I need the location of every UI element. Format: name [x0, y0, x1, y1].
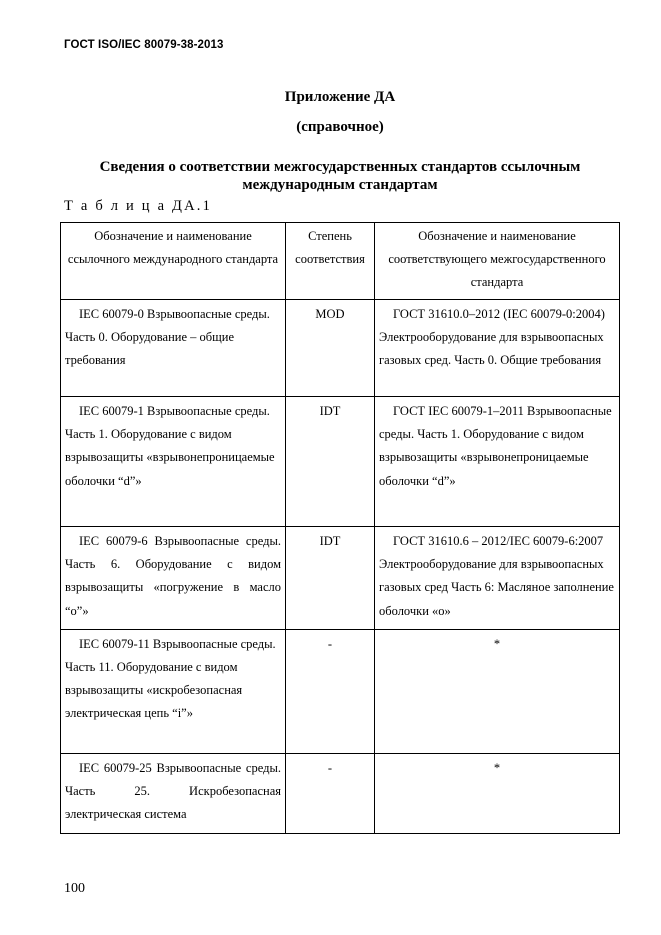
national-standard-cell: *: [375, 629, 620, 753]
national-standard-cell: ГОСТ IEC 60079-1–2011 Взрывоопасные среды. Часть 1. Оборудование с видом взрывозащиты «взрывонепроницаемые оболочки “d”»: [375, 397, 620, 527]
document-code-header: ГОСТ ISO/IEC 80079-38-2013: [64, 39, 224, 51]
reference-standard-cell: IEC 60079-6 Взрывоопасные среды. Часть 6. Оборудование с видом взрывозащиты «погружение в масло “о”»: [61, 527, 286, 630]
column-header-degree: Степень соответствия: [286, 223, 375, 300]
national-standard-cell: ГОСТ 31610.6 – 2012/IEC 60079-6:2007 Электрооборудование для взрывоопасных газовых сред Часть 6: Масляное заполнение оболочки «о»: [375, 527, 620, 630]
table-row: [61, 629, 620, 753]
table-row: [61, 397, 620, 527]
section-title: Сведения о соответствии межгосударственных стандартов ссылочным международным стандартам: [99, 159, 581, 193]
national-standard-cell: ГОСТ 31610.0–2012 (IEC 60079-0:2004) Электрооборудование для взрывоопасных газовых сред. Часть 0. Общие требования: [375, 300, 620, 397]
degree-cell: -: [286, 629, 375, 753]
reference-standard-cell: IEC 60079-1 Взрывоопасные среды. Часть 1. Оборудование с видом взрывозащиты «взрывонепроницаемые оболочки “d”»: [61, 397, 286, 527]
appendix-subtitle: (справочное): [296, 119, 384, 135]
table-row: [61, 753, 620, 833]
column-header-national-standard: Обозначение и наименование соответствующего межгосударственного стандарта: [375, 223, 620, 300]
correspondence-table: [60, 222, 620, 834]
reference-standard-cell: IEC 60079-11 Взрывоопасные среды. Часть 11. Оборудование с видом взрывозащиты «искробезопасная электрическая цепь “i”»: [61, 629, 286, 753]
degree-cell: -: [286, 753, 375, 833]
table-row: [61, 527, 620, 630]
degree-cell: MOD: [286, 300, 375, 397]
national-standard-cell: *: [375, 753, 620, 833]
table-row: [61, 300, 620, 397]
page-number: 100: [64, 881, 85, 896]
degree-cell: IDT: [286, 397, 375, 527]
reference-standard-cell: IEC 60079-0 Взрывоопасные среды. Часть 0. Оборудование – общие требования: [61, 300, 286, 397]
table-header-row: [61, 223, 620, 300]
degree-cell: IDT: [286, 527, 375, 630]
reference-standard-cell: IEC 60079-25 Взрывоопасные среды. Часть 25. Искробезопасная электрическая система: [61, 753, 286, 833]
column-header-reference-standard: Обозначение и наименование ссылочного международного стандарта: [61, 223, 286, 300]
appendix-title: Приложение ДА: [284, 89, 396, 105]
table-caption: Т а б л и ц а ДА.1: [64, 198, 213, 214]
